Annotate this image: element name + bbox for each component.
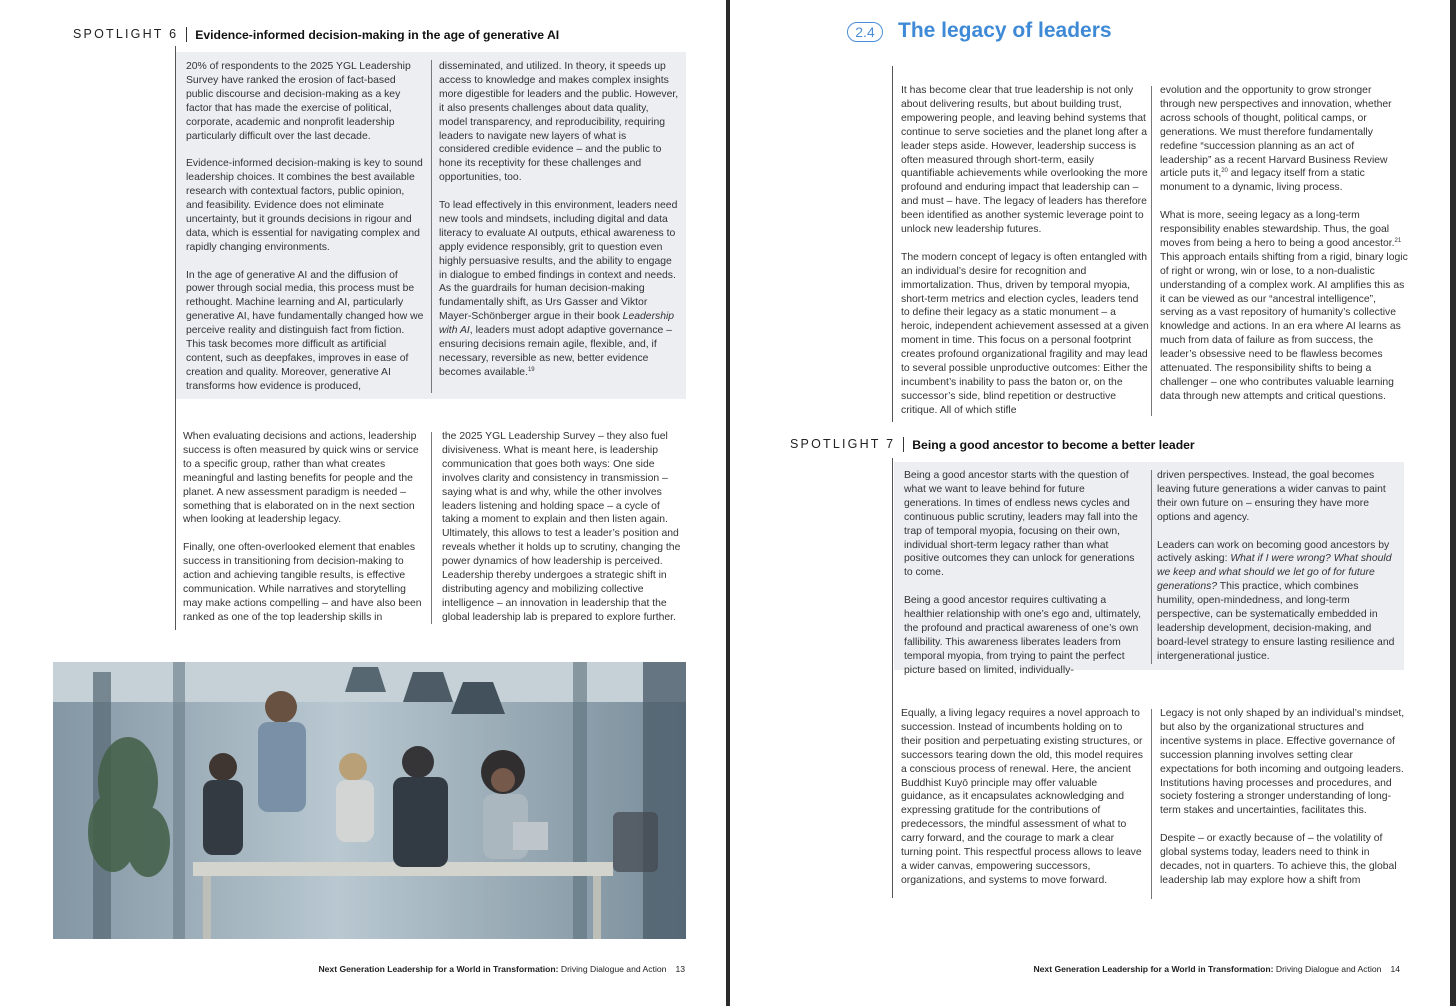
page-13 [0, 0, 726, 1006]
report-title: Next Generation Leadership for a World in Transformation: [318, 964, 559, 974]
body-column-2 [442, 430, 686, 625]
footnote-ref: 20 [1221, 168, 1228, 175]
page-14 [730, 0, 1450, 1006]
paragraph: disseminated, and utilized. In theory, it speeds up access to knowledge and makes complex insights more digestible for leaders and the public. However, it also presents challenges about data quality, model transparency, and reproducibility, requiring leaders to navigate new layers of what is considered credible evidence – and the public to hone its receptivity for these challenges and opportunities, too. [439, 61, 679, 184]
footnote-ref: 19 [527, 366, 535, 373]
footnote-ref: 21 [1394, 237, 1402, 244]
paragraph: Finally, one often-overlooked element that enables success in transitioning from decision-making to action and achieving tangible results, is effective communication. While narratives and storytelling may make actions compelling – and have also been ranked as one of the top leadership skills in [183, 542, 422, 623]
paragraph: Despite – or exactly because of – the volatility of global systems today, leaders need to think in decades, not in quarters. To achieve this, the global leadership lab may explore how a shift from [1160, 833, 1397, 886]
italic-question: What if I were wrong? What should we keep and what should we let go of for future generations? [1157, 553, 1392, 593]
report-title: Next Generation Leadership for a World in Transformation: [1033, 964, 1274, 974]
paragraph: Equally, a living legacy requires a novel approach to succession. Instead of incumbents holding on to their position and perpetuating existing structures, or successors tearing down the old, this model requires a conscious process of renewal. Here, the ancient Buddhist Kuyō principle may offer valuable guidance, as it encapsulates acknowledging and expressing gratitude for the contributions of predecessors, the mindful assessment of what to carry forward, and the courage to mark a clear turning point. This respectful process allows to leave a wider canvas, empowering successors, organizations, and systems to move forward. [901, 708, 1143, 886]
spotlight-7-heading [790, 437, 1195, 452]
spotlight-title: Being a good ancestor to become a better leader [912, 437, 1195, 452]
column-divider [1151, 470, 1152, 664]
page-number: 14 [1390, 964, 1400, 974]
paragraph: The modern concept of legacy is often entangled with an individual’s desire for recognition and immortalization. Thus, driven by temporal myopia, short-term metrics and election cycles, leaders tend to define their legacy as a static monument – a heroic, independent achievement assessed at a given moment in time. This focus on a personal footprint creates profound organizational fragility and may lead to several possible unproductive outcomes: Either the incumbent’s inability to pass the baton or, on the successor’s side, blind repetition or destructive critique. All of which stifle [901, 251, 1149, 416]
spotlight-7-column-2 [1157, 469, 1397, 664]
body-column-2 [1160, 84, 1408, 404]
office-meeting-photo [53, 662, 686, 939]
column-divider [1151, 709, 1152, 899]
paragraph: driven perspectives. Instead, the goal becomes leaving future generations a wider canvas to paint their own future on – ensuring they have more options and agency. [1157, 470, 1386, 523]
body-column-2 [1160, 707, 1405, 888]
page-footer [318, 964, 685, 974]
paragraph: 20% of respondents to the 2025 YGL Leadership Survey have ranked the erosion of fact-based public discourse and decision-making as a key factor that has made the exercise of political, corporate, academic and nonprofit leadership particularly difficult over the last decade. [186, 61, 411, 142]
paragraph: Being a good ancestor starts with the question of what we want to leave behind for future generations. In times of endless news cycles and continuous public scrutiny, leaders may fall into the trap of temporal myopia, focusing on their own, individual short-term legacy rather than what positive outcomes they can unlock for generations to come. [904, 470, 1138, 579]
paragraph: evolution and the opportunity to grow stronger through new perspectives and innovation, whether across schools of thought, political camps, or generations. We must therefore fundamentally redefine “succession planning as an act of leadership” as a recent Harvard Business Review article puts it,$^{20}$ and legacy itself from a static monument to a dynamic, living process. [1160, 85, 1392, 194]
body-column-1 [901, 84, 1149, 418]
section-title: The legacy of leaders [898, 19, 1112, 42]
column-divider [1151, 86, 1152, 416]
paragraph: Being a good ancestor requires cultivating a healthier relationship with one’s ego and, ultimately, the profound and practical awareness of one’s own fallibility. This awareness liberates leaders from temporal myopia, from trying to paint the perfect picture based on limited, individually- [904, 595, 1142, 676]
spotlight-label: SPOTLIGHT 7 [790, 437, 904, 452]
spotlight-label: SPOTLIGHT 6 [73, 27, 187, 42]
report-subtitle: Driving Dialogue and Action [558, 964, 667, 974]
report-subtitle: Driving Dialogue and Action [1273, 964, 1382, 974]
book-title: Leadership with AI [439, 311, 675, 337]
body-column-1 [183, 430, 426, 625]
section-number-badge: 2.4 [847, 22, 883, 42]
spotlight-7-column-1 [904, 469, 1144, 678]
section-rule [892, 458, 893, 898]
page-number: 13 [675, 964, 685, 974]
paragraph: Leaders can work on becoming good ancestors by actively asking: What if I were wrong? What should we keep and what should we let go of for future generations? This practice, which combines humility, open-mindedness, and long-term perspective, can be systematically embedded in leadership development, decision-making, and board-level strategy to ensure lasting resilience and intergenerational justice. [1157, 539, 1395, 662]
page-footer [1033, 964, 1400, 974]
spotlight-6-heading [73, 27, 559, 42]
paragraph: It has become clear that true leadership is not only about delivering results, but about building trust, empowering people, and leaving behind systems that continue to serve societies and the planet long after a leader steps aside. However, leadership success is often measured through short-term, easily quantifiable achievements while overlooking the more profound and enduring impact that leadership can – and must – have. The legacy of leaders has therefore been identified as another systemic leverage point to unlock new leadership futures. [901, 85, 1148, 236]
paragraph: To lead effectively in this environment, leaders need new tools and mindsets, including digital and data literacy to evaluate AI outputs, ethical awareness to apply evidence responsibly, grit to question even highly persuasive results, and the ability to engage in dialogue to embed findings in context and needs. As the guardrails for human decision-making fundamentally shift, as Urs Gasser and Viktor Mayer-Schönberger argue in their book Leadership with AI, leaders must adopt adaptive governance – ensuring decisions remain agile, flexible, and, if necessary, reversible as new, better evidence becomes available.$^{19}$ [439, 200, 678, 378]
paragraph: Evidence-informed decision-making is key to sound leadership choices. It combines the best available research with contextual factors, public opinion, and feasibility. Evidence does not eliminate uncertainty, but it grounds decisions in rigour and data, which is essential for navigating complex and rapidly changing environments. [186, 158, 423, 253]
spotlight-6-column-2 [439, 60, 679, 380]
body-column-1 [901, 707, 1145, 888]
spotlight-title: Evidence-informed decision-making in the age of generative AI [195, 27, 560, 42]
spotlight-6-column-1 [186, 60, 424, 394]
paragraph: In the age of generative AI and the diffusion of power through social media, this process must be rethought. Machine learning and AI, particularly generative AI, have fundamentally changed how we perceive reality and distinguish fact from fiction. This task becomes more difficult as artificial content, such as deepfakes, improves in ease of creation and quality. Moreover, generative AI transforms how evidence is produced, [186, 269, 424, 392]
paragraph: When evaluating decisions and actions, leadership success is often measured by quick wins or service to a specific group, rather than what creates meaningful and lasting benefits for people and the planet. A new assessment paradigm is needed – something that is elaborated on in the next section when looking at leadership legacy. [183, 431, 419, 526]
paragraph: What is more, seeing legacy as a long-term responsibility enables stewardship. Thus, the goal moves from being a hero to being a good ancestor.$^{21}$ This approach entails shifting from a rigid, binary logic of right or wrong, win or lose, to a non-dualistic understanding of a complex work. AI amplifies this as it can be viewed as our “ancestral intelligence”, serving as a vast repository of humanity’s collective knowledge and actions. In an era where AI learns as much from data of failure as from success, the leader’s obsessive need to be flawless becomes attenuated. The responsibility shifts to being a challenger – one who contributes valuable learning data through new attempts and critical questions. [1160, 210, 1408, 402]
column-divider [431, 60, 432, 393]
paragraph: the 2025 YGL Leadership Survey – they also fuel divisiveness. What is meant here, is leadership communication that goes both ways: One side involves clarity and consistency in transmission – saying what is and why, while the other involves leaders listening and holding space – a cycle of taking a moment to explain and then listen again. Ultimately, this allows to test a leader’s position and reveals whether it holds up to scrutiny, changing the power dynamics of how leadership is perceived. Leadership thereby undergoes a strategic shift in distributing agency and mobilizing collective intelligence – an innovation in leadership that the global leadership lab is prepared to explore further. [442, 431, 681, 623]
column-divider [431, 432, 432, 624]
paragraph: Legacy is not only shaped by an individual’s mindset, but also by the organizational structures and incentive systems in place. Effective governance of succession planning involves setting clear expectations for both incoming and outgoing leaders. Institutions having processes and procedures, and society fostering a stronger understanding of long-term stakes and uncertainties, facilitates this. [1160, 708, 1405, 817]
section-rule [892, 66, 893, 422]
